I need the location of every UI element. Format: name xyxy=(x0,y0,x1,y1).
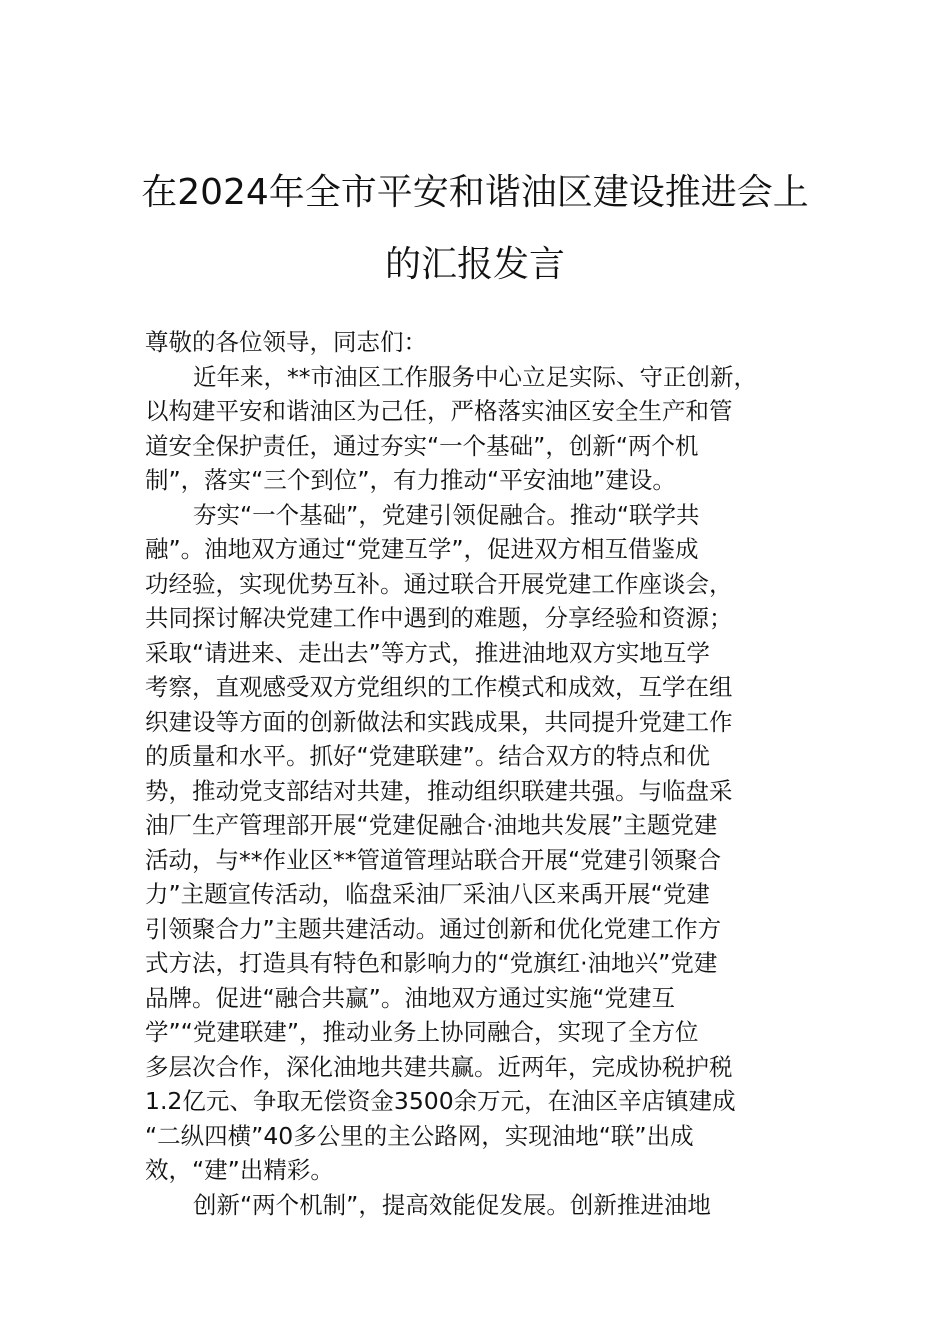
text-line: 道安全保护责任，通过夯实“一个基础”，创新“两个机 xyxy=(145,431,699,460)
text-line: 夯实“一个基础”，党建引领促融合。推动“联学共 xyxy=(193,500,700,529)
text-line: 织建设等方面的创新做法和实践成果，共同提升党建工作 xyxy=(145,707,733,736)
text-line: 近年来，**市油区工作服务中心立足实际、守正创新， xyxy=(193,362,757,391)
text-line: 功经验，实现优势互补。通过联合开展党建工作座谈会， xyxy=(145,569,733,598)
text-line: 制”，落实“三个到位”，有力推动“平安油地”建设。 xyxy=(145,466,676,494)
text-line: “二纵四横”40多公里的主公路网，实现油地“联”出成 xyxy=(145,1121,694,1150)
text-line: 考察，直观感受双方党组织的工作模式和成效，互学在组 xyxy=(145,673,733,701)
text-line: 品牌。促进“融合共赢”。油地双方通过实施“党建互 xyxy=(145,983,676,1012)
text-line: 引领聚合力”主题共建活动。通过创新和优化党建工作方 xyxy=(145,914,722,943)
text-line: 式方法，打造具有特色和影响力的“党旗红·油地兴”党建 xyxy=(145,949,718,977)
text-line: 多层次合作，深化油地共建共赢。近两年，完成协税护税 xyxy=(145,1052,733,1081)
text-line: 势，推动党支部结对共建，推动组织联建共强。与临盘采 xyxy=(145,776,733,805)
text-line: 1.2亿元、争取无偿资金3500余万元，在油区辛店镇建成 xyxy=(145,1087,736,1115)
text-line: 的质量和水平。抓好“党建联建”。结合双方的特点和优 xyxy=(145,742,710,770)
text-line: 以构建平安和谐油区为己任，严格落实油区安全生产和管 xyxy=(145,397,733,425)
text-line: 油厂生产管理部开展“党建促融合·油地共发展”主题党建 xyxy=(145,811,718,839)
document-body xyxy=(145,325,835,1222)
text-line: 力”主题宣传活动，临盘采油厂采油八区来禹开展“党建 xyxy=(145,880,710,908)
text-line: 活动，与**作业区**管道管理站联合开展“党建引领聚合 xyxy=(145,845,722,874)
text-line: 效，“建”出精彩。 xyxy=(145,1156,334,1184)
text-line: 采取“请进来、走出去”等方式，推进油地双方实地互学 xyxy=(145,638,710,667)
text-line: 学”“党建联建”，推动业务上协同融合，实现了全方位 xyxy=(145,1018,699,1046)
text-line: 共同探讨解决党建工作中遇到的难题，分享经验和资源； xyxy=(145,604,733,632)
salutation: 尊敬的各位领导，同志们： xyxy=(145,328,427,356)
text-line: 创新“两个机制”，提高效能促发展。创新推进油地 xyxy=(193,1190,711,1219)
text-line: 融”。油地双方通过“党建互学”，促进双方相互借鉴成 xyxy=(145,535,699,563)
document-title-line-2: 的汇报发言 xyxy=(384,244,565,285)
document-title-line-1: 在2024年全市平安和谐油区建设推进会上 xyxy=(141,172,809,213)
